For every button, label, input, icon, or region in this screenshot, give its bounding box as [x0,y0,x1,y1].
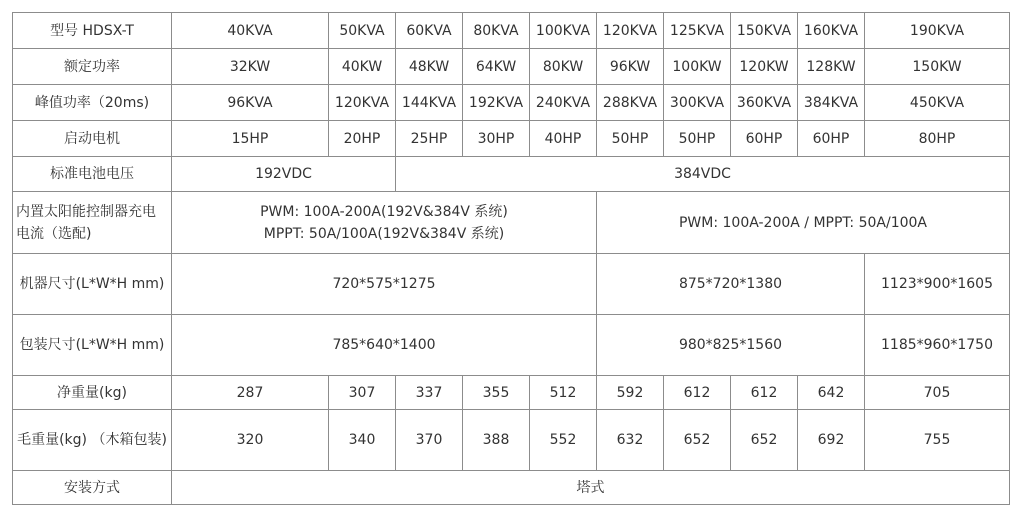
gross-weight-cell: 755 [865,410,1010,471]
row-gross-weight [13,410,1010,471]
model-cell: 120KVA [597,13,664,49]
model-cell: 40KVA [172,13,329,49]
motor-cell: 40HP [530,121,597,157]
rated-power-cell: 40KW [329,49,396,85]
package-size-cell: 785*640*1400 [172,315,597,376]
row-machine-size [13,254,1010,315]
rated-power-cell: 80KW [530,49,597,85]
rated-power-cell: 48KW [396,49,463,85]
row-package-size [13,315,1010,376]
gross-weight-cell: 652 [731,410,798,471]
rated-power-cell: 100KW [664,49,731,85]
rated-power-cell: 128KW [798,49,865,85]
gross-weight-label: 毛重量(kg) （木箱包装) [13,410,172,471]
machine-size-cell: 875*720*1380 [597,254,865,315]
solar-controller-label: 内置太阳能控制器充电电流（选配) [13,192,172,254]
rated-power-cell: 96KW [597,49,664,85]
peak-power-label: 峰值功率（20ms) [13,85,172,121]
model-cell: 60KVA [396,13,463,49]
gross-weight-cell: 388 [463,410,530,471]
net-weight-cell: 592 [597,376,664,410]
package-size-label: 包装尺寸(L*W*H mm) [13,315,172,376]
package-size-cell: 1185*960*1750 [865,315,1010,376]
solar-controller-group-1 [172,192,597,254]
solar-controller-group-2: PWM: 100A-200A / MPPT: 50A/100A [597,192,1010,254]
battery-voltage-label: 标准电池电压 [13,157,172,192]
motor-cell: 50HP [664,121,731,157]
motor-cell: 30HP [463,121,530,157]
gross-weight-cell: 340 [329,410,396,471]
motor-cell: 80HP [865,121,1010,157]
motor-cell: 15HP [172,121,329,157]
package-size-cell: 980*825*1560 [597,315,865,376]
row-installation [13,471,1010,505]
row-battery-voltage [13,157,1010,192]
motor-cell: 60HP [731,121,798,157]
net-weight-cell: 642 [798,376,865,410]
net-weight-cell: 705 [865,376,1010,410]
spec-table [12,12,1010,505]
row-net-weight [13,376,1010,410]
model-cell: 125KVA [664,13,731,49]
machine-size-cell: 720*575*1275 [172,254,597,315]
net-weight-cell: 512 [530,376,597,410]
net-weight-cell: 287 [172,376,329,410]
spec-sheet [12,12,1009,516]
gross-weight-cell: 692 [798,410,865,471]
motor-label: 启动电机 [13,121,172,157]
gross-weight-cell: 552 [530,410,597,471]
row-peak-power [13,85,1010,121]
machine-size-cell: 1123*900*1605 [865,254,1010,315]
machine-size-label: 机器尺寸(L*W*H mm) [13,254,172,315]
rated-power-label: 额定功率 [13,49,172,85]
model-cell: 80KVA [463,13,530,49]
peak-power-cell: 144KVA [396,85,463,121]
gross-weight-cell: 652 [664,410,731,471]
net-weight-cell: 612 [731,376,798,410]
gross-weight-cell: 320 [172,410,329,471]
gross-weight-cell: 632 [597,410,664,471]
installation-label: 安装方式 [13,471,172,505]
motor-cell: 60HP [798,121,865,157]
net-weight-label: 净重量(kg) [13,376,172,410]
net-weight-cell: 307 [329,376,396,410]
rated-power-cell: 64KW [463,49,530,85]
rated-power-cell: 150KW [865,49,1010,85]
model-cell: 160KVA [798,13,865,49]
battery-voltage-cell: 192VDC [172,157,396,192]
net-weight-cell: 337 [396,376,463,410]
gross-weight-cell: 370 [396,410,463,471]
peak-power-cell: 96KVA [172,85,329,121]
battery-voltage-cell: 384VDC [396,157,1010,192]
peak-power-cell: 360KVA [731,85,798,121]
model-cell: 50KVA [329,13,396,49]
peak-power-cell: 120KVA [329,85,396,121]
motor-cell: 25HP [396,121,463,157]
motor-cell: 20HP [329,121,396,157]
row-motor [13,121,1010,157]
row-solar-controller [13,192,1010,254]
model-cell: 100KVA [530,13,597,49]
peak-power-cell: 240KVA [530,85,597,121]
peak-power-cell: 384KVA [798,85,865,121]
peak-power-cell: 450KVA [865,85,1010,121]
model-label: 型号 HDSX-T [13,13,172,49]
peak-power-cell: 192KVA [463,85,530,121]
solar-controller-pwm-line: PWM: 100A-200A(192V&384V 系统) [260,203,508,220]
motor-cell: 50HP [597,121,664,157]
net-weight-cell: 612 [664,376,731,410]
solar-controller-mppt-line: MPPT: 50A/100A(192V&384V 系统) [263,225,505,242]
row-model [13,13,1010,49]
model-cell: 190KVA [865,13,1010,49]
installation-cell: 塔式 [172,471,1010,505]
model-cell: 150KVA [731,13,798,49]
net-weight-cell: 355 [463,376,530,410]
row-rated-power [13,49,1010,85]
rated-power-cell: 120KW [731,49,798,85]
peak-power-cell: 288KVA [597,85,664,121]
peak-power-cell: 300KVA [664,85,731,121]
rated-power-cell: 32KW [172,49,329,85]
